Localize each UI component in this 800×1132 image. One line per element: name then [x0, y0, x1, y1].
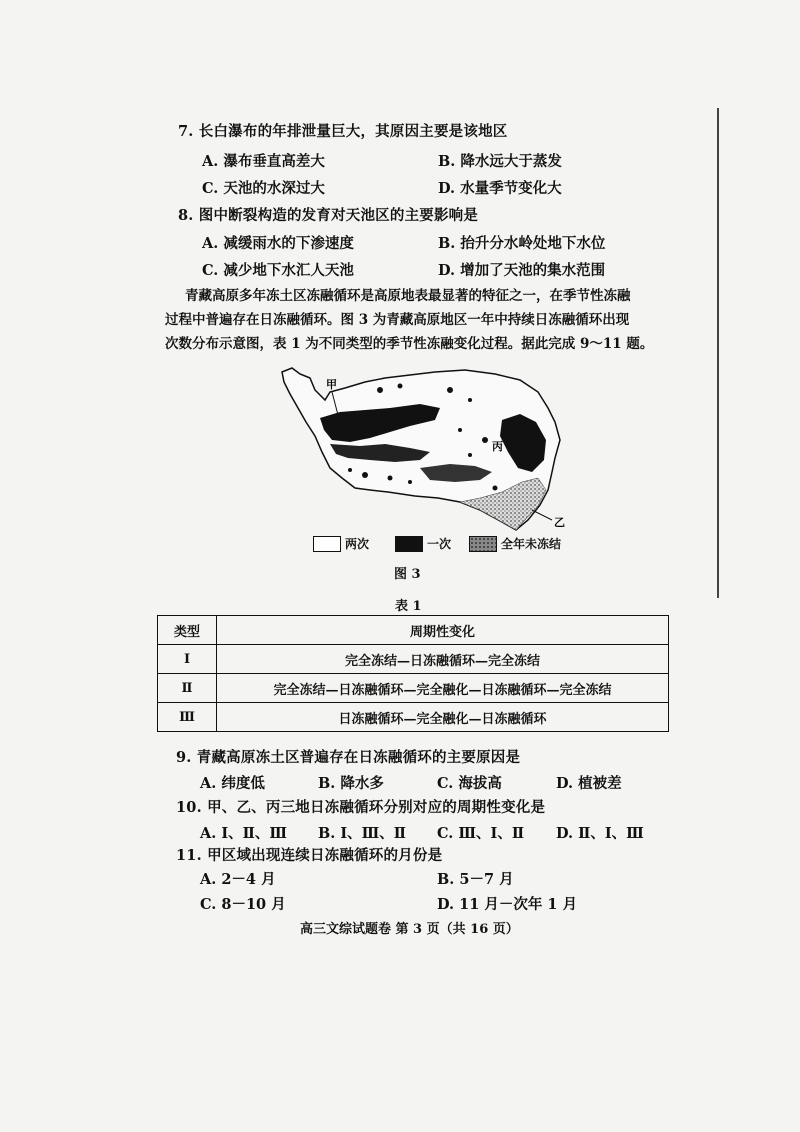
table-row [158, 645, 669, 674]
table-cell-type: Ⅲ [158, 703, 217, 732]
legend-two-cycles [313, 535, 369, 552]
table-row [158, 674, 669, 703]
q10-option-a: A. Ⅰ、Ⅱ、Ⅲ [200, 825, 288, 842]
label-yi: 乙 [554, 516, 565, 529]
passage [165, 284, 705, 356]
table-header-type: 类型 [158, 616, 217, 645]
q10-option-c: C. Ⅲ、Ⅰ、Ⅱ [437, 825, 525, 842]
q11-option-d: D. 11 月－次年 1 月 [437, 896, 578, 913]
table-caption: 表 1 [395, 599, 422, 614]
passage-line-2: 过程中普遍存在日冻融循环。图 3 为青藏高原地区一年中持续日冻融循环出现 [165, 312, 630, 328]
q10-option-b: B. Ⅰ、Ⅲ、Ⅱ [318, 825, 407, 842]
q8-option-a: A. 减缓雨水的下渗速度 [202, 235, 354, 252]
q9-option-b: B. 降水多 [318, 775, 384, 792]
table-cell-change: 完全冻结—日冻融循环—完全融化—日冻融循环—完全冻结 [217, 674, 669, 703]
binding-margin-line [717, 108, 719, 598]
legend-swatch-black [395, 536, 423, 552]
q11-option-a: A. 2－4 月 [200, 871, 276, 888]
legend-label-never: 全年未冻结 [501, 537, 562, 551]
q10-option-d: D. Ⅱ、Ⅰ、Ⅲ [556, 825, 644, 842]
table-cell-change: 日冻融循环—完全融化—日冻融循环 [217, 703, 669, 732]
q10-stem: 10. 甲、乙、丙三地日冻融循环分别对应的周期性变化是 [176, 799, 546, 816]
table-1 [157, 615, 669, 732]
figure-caption: 图 3 [394, 567, 421, 582]
table-cell-type: Ⅰ [158, 645, 217, 674]
q8-option-c: C. 减少地下水汇人天池 [202, 262, 354, 279]
q11-option-b: B. 5－7 月 [437, 871, 514, 888]
q8-option-b: B. 抬升分水岭处地下水位 [438, 235, 606, 252]
table-header-row [158, 616, 669, 645]
q7-option-c: C. 天池的水深过大 [202, 180, 325, 197]
q7-option-d: D. 水量季节变化大 [438, 180, 562, 197]
tibetan-plateau-map-svg [270, 360, 580, 535]
legend-never-frozen [469, 535, 561, 552]
map-legend [313, 535, 613, 555]
figure-3-map [270, 360, 580, 535]
legend-swatch-white [313, 536, 341, 552]
q11-stem: 11. 甲区域出现连续日冻融循环的月份是 [176, 847, 443, 864]
legend-label-one: 一次 [427, 537, 452, 551]
label-bing: 丙 [492, 440, 503, 453]
table-cell-type: Ⅱ [158, 674, 217, 703]
q9-option-c: C. 海拔高 [437, 775, 502, 792]
legend-swatch-dotted [469, 536, 497, 552]
legend-one-cycle [395, 535, 451, 552]
page-footer: 高三文综试题卷 第 3 页（共 16 页） [300, 922, 519, 937]
table-cell-change: 完全冻结—日冻融循环—完全冻结 [217, 645, 669, 674]
q7-stem: 7. 长白瀑布的年排泄量巨大，其原因主要是该地区 [178, 123, 508, 140]
label-jia: 甲 [326, 378, 337, 391]
q9-stem: 9. 青藏高原冻土区普遍存在日冻融循环的主要原因是 [176, 749, 521, 766]
passage-line-3: 次数分布示意图，表 1 为不同类型的季节性冻融变化过程。据此完成 9～11 题。 [165, 336, 654, 352]
q7-option-b: B. 降水远大于蒸发 [438, 153, 562, 170]
q8-stem: 8. 图中断裂构造的发育对天池区的主要影响是 [178, 207, 479, 224]
legend-label-two: 两次 [345, 537, 370, 551]
q9-option-a: A. 纬度低 [200, 775, 265, 792]
q9-option-d: D. 植被差 [556, 775, 622, 792]
q8-option-d: D. 增加了天池的集水范围 [438, 262, 606, 279]
q7-option-a: A. 瀑布垂直高差大 [202, 153, 325, 170]
table-header-change: 周期性变化 [217, 616, 669, 645]
table-row [158, 703, 669, 732]
leader-line-yi [532, 510, 552, 520]
passage-line-1: 青藏高原多年冻土区冻融循环是高原地表最显著的特征之一，在季节性冻融 [185, 288, 631, 304]
q11-option-c: C. 8－10 月 [200, 896, 286, 913]
